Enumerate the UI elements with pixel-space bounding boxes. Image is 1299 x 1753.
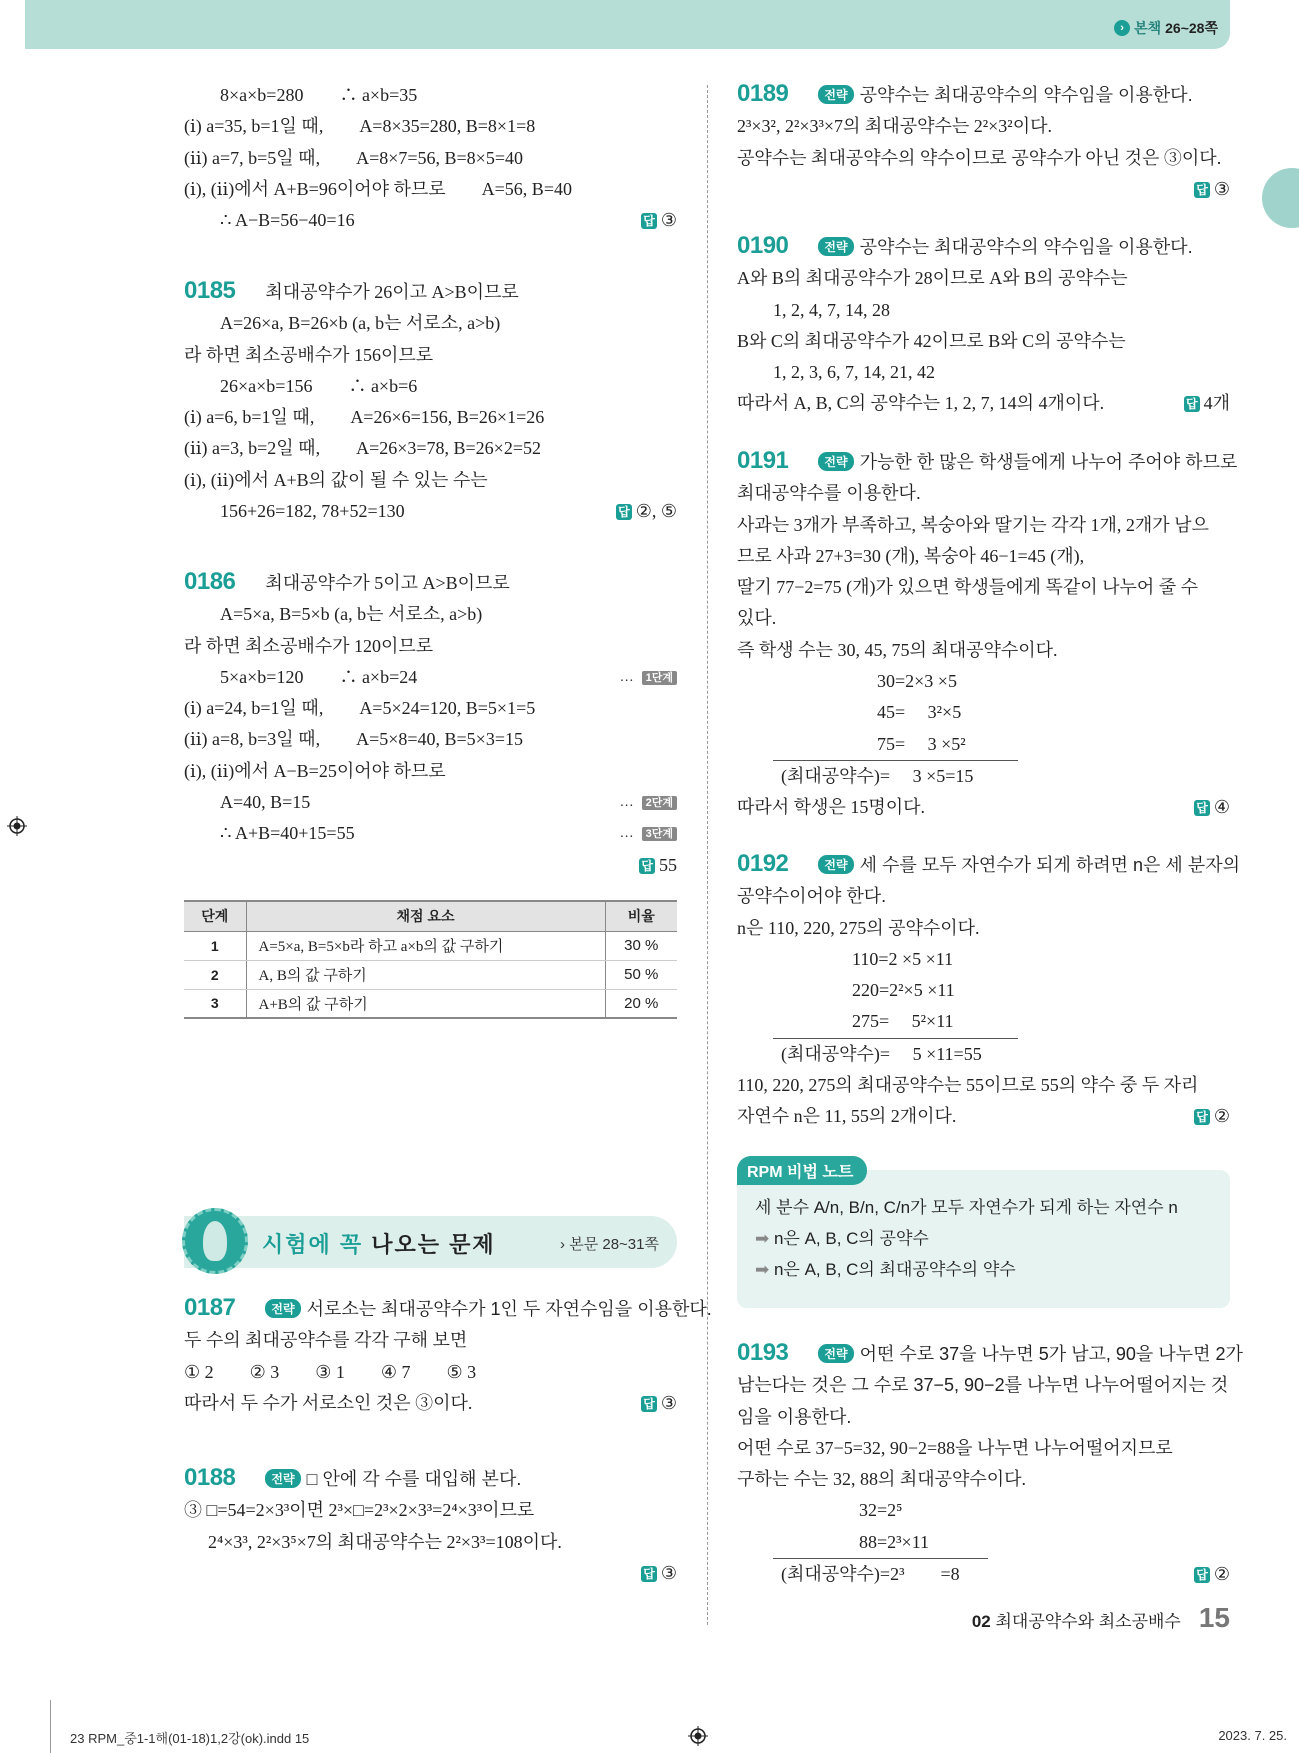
solution-0185: 0185 최대공약수가 26이고 A>B이므로 A=26×a, B=26×b (a, b는 서로소, a>b) 라 하면 최소공배수가 156이므로 26×a×b=156 ∴ a×b=6 (ⅰ) a=6, b=1일 때, A=26×6=156, B=26×1=26 (ⅱ) a=3, b=2일 때, A=26×3=78, B=26×2=52 (ⅰ), (ⅱ)에서 A+B의 값이 될 수 있는 수는 156+26=182, 78+52=130 답 ②, ⑤ [184,277,677,527]
solution-line: A=26×a, B=26×b (a, b는 서로소, a>b) [220,313,501,334]
step-marker: … 3단계 [620,818,677,849]
solution-line: 8×a×b=280 ∴ a×b=35 [220,85,418,105]
print-slug-file: 23 RPM_중1-1해(01-18)1,2강(ok).indd 15 [70,1731,310,1746]
header-band [25,0,1230,49]
factorization-line: 275= 5²×11 [852,1011,954,1032]
section-pages: › 본문 28~31쪽 [560,1236,659,1253]
answer-badge: 답 [1196,182,1208,197]
solution-0190: 0190 전략 공약수는 최대공약수의 약수임을 이용한다. A와 B의 최대공약수가 28이므로 A와 B의 공약수는 1, 2, 4, 7, 14, 28 B와 C의 최대공약수가 42이므로 B와 C의 공약수는 1, 2, 3, 6, 7, 14, 21, 42 따라서 A, B, C의 공약수는 1, 2, 7, 14의 4개이다. 답 4개 [737,232,1230,420]
solution-line: n은 110, 220, 275의 공약수이다. [737,917,980,938]
solution-line: (ⅰ), (ⅱ)에서 A+B의 값이 될 수 있는 수는 [184,469,488,490]
factorization-result: (최대공약수)= 5 ×11=55 [781,1043,982,1064]
factorization-line: 220=2²×5 ×11 [852,980,955,1001]
table-row: 2 A, B의 값 구하기 50 % [184,960,677,989]
factorization-line: 32=2⁵ [859,1500,903,1521]
factorization-result: (최대공약수)=2³ =8 답 ② [737,1559,1230,1590]
registration-mark-icon [7,816,27,836]
solution-line [737,174,1230,205]
solution-line: (ⅰ) a=24, b=1일 때, A=5×24=120, B=5×1=5 [184,698,536,719]
factorization-line: 110=2 ×5 ×11 [852,948,954,969]
answer: 답 55 [641,854,677,875]
problem-number: 0193 [737,1339,789,1366]
answer: 답 ③ [643,1562,677,1583]
solution-line: 26×a×b=156 ∴ a×b=6 [220,375,418,396]
factorization-line: 30=2×3 ×5 [877,671,957,692]
answer: 답 ③ [643,1392,677,1413]
answer-badge: 답 [618,505,630,520]
solution-0187: 0187 전략 서로소는 최대공약수가 1인 두 자연수임을 이용한다. 두 수의 최대공약수를 각각 구해 보면 ① 2 ② 3 ③ 1 ④ 7 ⑤ 3 따라서 두 수가 서로소인 것은 ③이다. 답 ③ [184,1294,677,1419]
section-title: 시험에 꼭 나오는 문제 [262,1232,496,1257]
answer-badge: 답 [1196,801,1208,816]
solution-0192: 0192 전략 세 수를 모두 자연수가 되게 하려면 n은 세 분자의 공약수이어야 한다. n은 110, 220, 275의 공약수이다. 110=2 ×5 ×11 220=2²×5 ×11 275= 5²×11 (최대공약수)= 5 ×11=55 110, 220, 275의 최대공약수는 55이므로 55의 약수 중 두 자리 자연수 n은 11, 55의 2개이다. 답 ② [737,850,1230,1133]
problem-number: 0186 [184,568,236,595]
answer: 답 ③ [643,210,677,231]
solution-0188: 0188 전략 □ 안에 각 수를 대입해 본다. ③ □=54=2×3³이면 2³×□=2³×2×3³=2⁴×3³이므로 2⁴×3³, 2²×3⁵×7의 최대공약수는 2²×3³=108이다. 답 ③ [184,1464,677,1589]
solution-line: 2⁴×3³, 2²×3⁵×7의 최대공약수는 2²×3³=108이다. [208,1531,562,1552]
solution-line: 1, 2, 3, 6, 7, 14, 21, 42 [773,362,935,383]
problem-number: 0188 [184,1464,236,1491]
answer-badge: 답 [1196,1110,1208,1125]
solution-line: 따라서 학생은 15명이다. 답 ④ [737,792,1230,823]
arrow-right-icon: ➡ [755,1229,774,1248]
solution-line: 어떤 수로 37−5=32, 90−2=88을 나누면 나누어떨어지므로 [737,1437,1173,1458]
solution-line: 즉 학생 수는 30, 45, 75의 최대공약수이다. [737,639,1058,660]
solution-line: 5×a×b=120 ∴ a×b=24 … 1단계 [184,662,677,693]
print-slug-date: 2023. 7. 25. [1218,1728,1287,1743]
rpm-tip-box [737,1164,1230,1308]
tip-line: ➡ n은 A, B, C의 공약수 [755,1229,929,1248]
solution-line: A와 B의 최대공약수가 28이므로 A와 B의 공약수는 [737,268,1128,289]
solution-line [184,1558,677,1589]
strategy-badge: 전략 [818,452,853,471]
strategy-badge: 전략 [265,1299,300,1318]
chapter-number: 02 [971,1612,991,1631]
problem-number: 0185 [184,277,236,304]
factorization-line: 88=2³×11 [859,1531,930,1552]
crop-mark [50,1700,51,1753]
factorization-result: (최대공약수)= 3 ×5=15 [781,765,974,786]
strategy-line: 임을 이용한다. [737,1406,852,1427]
solution-line: (ⅰ), (ⅱ)에서 A−B=25이어야 하므로 [184,760,446,781]
problem-number: 0187 [184,1294,236,1321]
solution-line: A=5×a, B=5×b (a, b는 서로소, a>b) [220,604,483,625]
solution-0191: 0191 전략 가능한 한 많은 학생들에게 나누어 주어야 하므로 최대공약수를 이용한다. 사과는 3개가 부족하고, 복숭아와 딸기는 각각 1개, 2개가 남으 므로 사과 27+3=30 (개), 복숭아 46−1=45 (개), 딸기 77−2=75 (개)가 있으면 학생들에게 똑같이 나누어 줄 수 있다. 즉 학생 수는 30, 45, 75의 최대공약수이다. 30=2×3 ×5 45= 3²×5 75= 3 ×5² (최대공약수)= 3 ×5=15 따라서 학생은 15명이다. 답 ④ [737,447,1230,824]
solution-line: (ⅱ) a=8, b=3일 때, A=5×8=40, B=5×3=15 [184,729,523,750]
solution-line: 자연수 n은 11, 55의 2개이다. 답 ② [737,1101,1230,1132]
solution-line: ∴ A−B=56−40=16 답 ③ [184,205,677,236]
answer: 답 ②, ⑤ [618,501,677,522]
mascot-icon [182,1208,248,1274]
strategy-line: 공약수이어야 한다. [737,886,887,907]
step-marker: … 2단계 [620,787,677,818]
solution-line: 두 수의 최대공약수를 각각 구해 보면 [184,1330,468,1351]
factorization-line: 75= 3 ×5² [877,733,966,754]
solution-line: 1, 2, 4, 7, 14, 28 [773,299,890,320]
answer: 답 ② [1196,1106,1230,1127]
answer-badge: 답 [1196,1568,1208,1583]
column-header: 채점 요소 [246,901,605,931]
problem-number: 0190 [737,232,789,259]
table-row: 3 A+B의 값 구하기 20 % [184,989,677,1018]
problem-number: 0191 [737,447,789,474]
page-footer [972,1602,1230,1634]
solution-0193: 0193 전략 어떤 수로 37을 나누면 5가 남고, 90을 나누면 2가 남는다는 것은 그 수로 37−5, 90−2를 나누면 나누어떨어지는 것 임을 이용한다. 어떤 수로 37−5=32, 90−2=88을 나누면 나누어떨어지므로 구하는 수는 32, 88의 최대공약수이다. 32=2⁵ 88=2³×11 (최대공약수)=2³ =8 답 ② [737,1339,1230,1590]
chapter-side-tab [1262,168,1299,228]
tip-line: 세 분수 A/n, B/n, C/n가 모두 자연수가 되게 하는 자연수 n [755,1198,1178,1217]
page-number: 15 [1198,1602,1230,1633]
strategy-line: 남는다는 것은 그 수로 37−5, 90−2를 나누면 나누어떨어지는 것 [737,1375,1229,1396]
solution-line: 므로 사과 27+3=30 (개), 복숭아 46−1=45 (개), [737,545,1085,566]
solution-line: (ⅰ) a=35, b=1일 때, A=8×35=280, B=8×1=8 [184,116,536,137]
chapter-title: 최대공약수와 최소공배수 [995,1612,1181,1631]
solution-line: (ⅱ) a=7, b=5일 때, A=8×7=56, B=8×5=40 [184,147,523,168]
solution-line: 있다. [737,608,777,629]
solution-0184-continued [184,80,677,236]
strategy-badge: 전략 [818,85,853,104]
strategy-badge: 전략 [818,1344,853,1363]
solution-line: (ⅰ), (ⅱ)에서 A+B=96이어야 하므로 A=56, B=40 [184,178,572,199]
column-divider [707,85,708,1625]
strategy-line: 최대공약수를 이용한다. [737,483,921,504]
solution-0186: 0186 최대공약수가 5이고 A>B이므로 A=5×a, B=5×b (a, b는 서로소, a>b) 라 하면 최소공배수가 120이므로 5×a×b=120 ∴ a×b=24 … 1단계 (ⅰ) a=24, b=1일 때, A=5×24=120, B=5×1=5 (ⅱ) a=8, b=3일 때, A=5×8=40, B=5×3=15 (ⅰ), (ⅱ)에서 A−B=25이어야 하므로 A=40, B=15 … 2단계 ∴ A+B=40+15=55 … 3단계 답 55 [184,568,677,881]
column-header: 단계 [184,901,246,931]
answer-badge: 답 [641,858,653,873]
strategy-badge: 전략 [818,237,853,256]
answer: 답 4개 [1186,393,1230,414]
ref-label: 본책 [1134,20,1162,36]
solution-line: 라 하면 최소공배수가 156이므로 [184,344,434,365]
tip-line: ➡ n은 A, B, C의 최대공약수의 약수 [755,1260,1016,1279]
step-marker: … 1단계 [620,662,677,693]
solution-line: 라 하면 최소공배수가 120이므로 [184,635,434,656]
arrow-right-icon: ➡ [755,1260,774,1279]
solution-line: (ⅰ) a=6, b=1일 때, A=26×6=156, B=26×1=26 [184,407,545,428]
strategy-badge: 전략 [265,1469,300,1488]
answer: 답 ④ [1196,797,1230,818]
solution-0189: 0189 전략 공약수는 최대공약수의 약수임을 이용한다. 2³×3², 2²×3³×7의 최대공약수는 2²×3²이다. 공약수는 최대공약수의 약수이므로 공약수가 아닌 것은 ③이다. 답 ③ [737,80,1230,205]
solution-line: A=40, B=15 … 2단계 [184,787,677,818]
answer: 답 ③ [1196,178,1230,199]
problem-number: 0192 [737,850,789,877]
ref-pages: 26~28쪽 [1165,20,1218,36]
column-header: 비율 [605,901,677,931]
table-row: 1 A=5×a, B=5×b라 하고 a×b의 값 구하기 30 % [184,931,677,960]
solution-line: 2³×3², 2²×3³×7의 최대공약수는 2²×3²이다. [737,116,1052,137]
answer-badge: 답 [1186,397,1198,412]
solution-line: ① 2 ② 3 ③ 1 ④ 7 ⑤ 3 [184,1361,477,1382]
solution-line: B와 C의 최대공약수가 42이므로 B와 C의 공약수는 [737,330,1126,351]
registration-mark-icon [688,1726,708,1746]
solution-line: 110, 220, 275의 최대공약수는 55이므로 55의 약수 중 두 자리 [737,1075,1199,1096]
solution-line: 따라서 A, B, C의 공약수는 1, 2, 7, 14의 4개이다. 답 4개 [737,388,1230,419]
factorization-line: 45= 3²×5 [877,702,962,723]
solution-line: 사과는 3개가 부족하고, 복숭아와 딸기는 각각 1개, 2개가 남으 [737,514,1209,535]
solution-line: 156+26=182, 78+52=130 답 ②, ⑤ [184,496,677,527]
textbook-reference [1114,18,1218,38]
answer: 답 ② [1196,1564,1230,1585]
solution-line: ③ □=54=2×3³이면 2³×□=2³×2×3³=2⁴×3³이므로 [184,1500,535,1521]
scoring-table [184,900,677,1019]
exam-section-banner [184,1216,677,1268]
solution-line: ∴ A+B=40+15=55 … 3단계 [184,818,677,849]
rpm-tip-title: RPM 비법 노트 [737,1156,867,1185]
solution-line: 공약수는 최대공약수의 약수이므로 공약수가 아닌 것은 ③이다. [737,147,1222,168]
solution-line: 구하는 수는 32, 88의 최대공약수이다. [737,1469,1027,1490]
chevron-right-icon: › [1114,20,1130,36]
solution-line: (ⅱ) a=3, b=2일 때, A=26×3=78, B=26×2=52 [184,438,541,459]
answer-badge: 답 [643,1396,655,1411]
solution-line [184,850,677,881]
solution-line: 따라서 두 수가 서로소인 것은 ③이다. 답 ③ [184,1388,677,1419]
problem-number: 0189 [737,80,789,107]
answer-badge: 답 [643,1566,655,1581]
solution-line: 딸기 77−2=75 (개)가 있으면 학생들에게 똑같이 나누어 줄 수 [737,577,1199,598]
strategy-badge: 전략 [818,855,853,874]
answer-badge: 답 [643,214,655,229]
